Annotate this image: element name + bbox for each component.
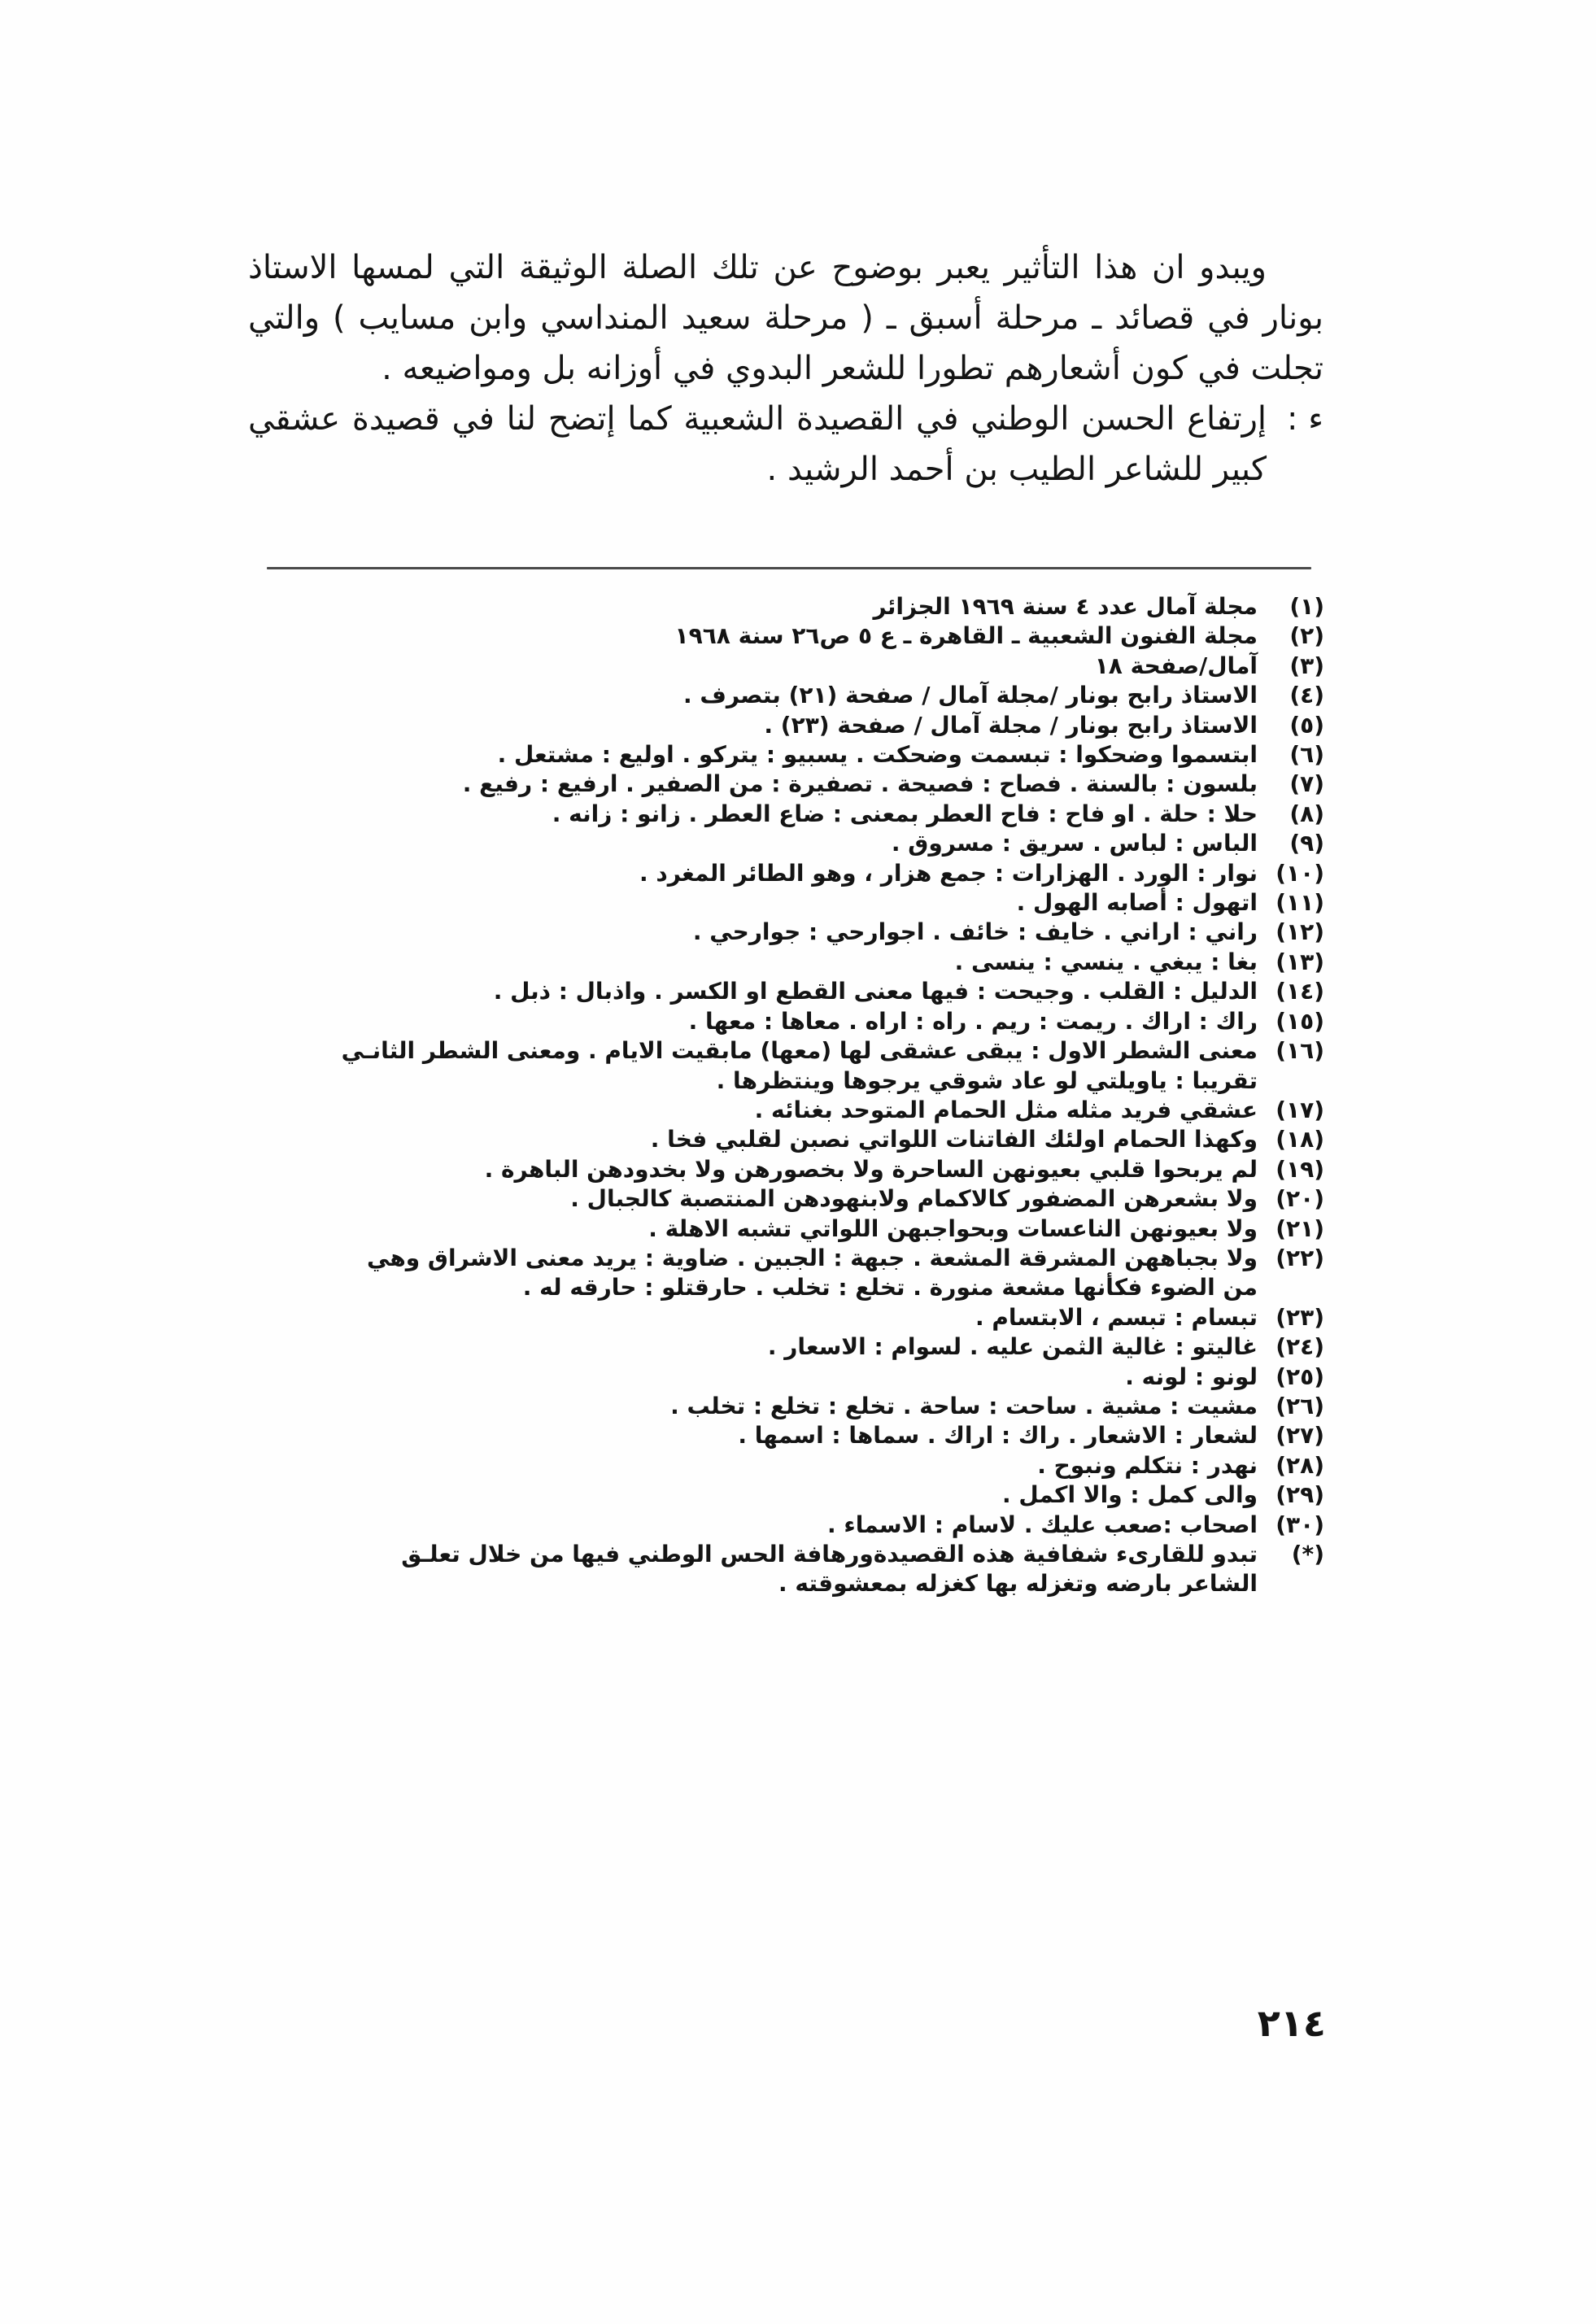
footnote-text [259, 1540, 1258, 1599]
footnote-number: (٢٢) [1275, 1244, 1324, 1271]
footnote-text [259, 1332, 1258, 1362]
footnote-line: معنى الشطر الاول : يبقى عشقى لها (معها) مابقيت الايام . ومعنى الشطر الثانـي [341, 1037, 1258, 1065]
footnote-25 [259, 1363, 1324, 1392]
footnote-20 [259, 1184, 1324, 1214]
footnote-line: الشاعر بارضه وتغزله بها كغزله بمعشوقته . [778, 1570, 1258, 1598]
footnote-13 [259, 948, 1324, 977]
footnote-27 [259, 1421, 1324, 1450]
footnote-number: (١) [1289, 593, 1324, 620]
footnote-8 [259, 800, 1324, 829]
footnote-text [259, 1480, 1258, 1510]
footnote-line: عشقي فريد مثله مثل الحمام المتوحد بغنائه . [754, 1096, 1258, 1123]
footnote-text [259, 740, 1258, 770]
footnote-number: (١٥) [1275, 1007, 1324, 1035]
footnote-number: (١٣) [1275, 948, 1324, 975]
footnote-text [259, 770, 1258, 799]
footnote-line: ولا بشعرهن المضفور كالاكمام ولابنهودهن المنتصبة كالجبال . [570, 1185, 1258, 1213]
footnote-text [259, 1214, 1258, 1244]
footnote-line: تبسام : تبسم ، الابتسام . [975, 1303, 1258, 1331]
footnote-line: نوار : الورد . الهزارات : جمع هزار ، وهو الطائر المغرد . [639, 859, 1258, 887]
footnote-number: (٢٨) [1275, 1451, 1324, 1479]
footnote-line: مشيت : مشية . ساحت : ساحة . تخلع : تخلع : تخلب . [670, 1392, 1258, 1419]
footnote-7 [259, 770, 1324, 799]
footnote-number: (١٢) [1275, 918, 1324, 946]
footnote-text [259, 592, 1258, 621]
footnote-line: بلسون : بالسنة . فصاح : فصيحة . تصفيرة : من الصفير . ارفيع : رفيع . [462, 770, 1258, 798]
footnote-number: (١٨) [1275, 1126, 1324, 1153]
footnote-number: (٢١) [1275, 1214, 1324, 1242]
footnote-text [259, 1155, 1258, 1184]
point-line: عشقي كبير للشاعر الطيب بن أحمد الرشيد . [248, 400, 1267, 488]
footnote-number: (٣٠) [1275, 1511, 1324, 1538]
footnote-number: (٢٠) [1275, 1185, 1324, 1213]
footnote-line: ابتسموا وضحكوا : تبسمت وضحكت . يسبيو : يتركو . اوليع : مشتعل . [497, 741, 1258, 769]
footnote-text [259, 1303, 1258, 1332]
footnote-19 [259, 1155, 1324, 1184]
footnote-number: (٢٩) [1275, 1481, 1324, 1509]
footnote-text [259, 918, 1258, 947]
footnote-line: ولا بجباههن المشرقة المشعة . جبهة : الجبين . ضاوية : يريد معنى الاشراق وهي [367, 1244, 1258, 1271]
footnote-separator-rule [267, 567, 1311, 569]
footnote-number: (١٤) [1275, 978, 1324, 1005]
footnote-11 [259, 888, 1324, 918]
footnote-number: (١٠) [1275, 859, 1324, 887]
footnote-line: وكهذا الحمام اولئك الفاتنات اللواتي نصبن لقلبي فخا . [650, 1126, 1258, 1153]
footnote-28 [259, 1451, 1324, 1480]
paragraph-line: وابن مسايب ) والتي تجلت في كون أشعارهم تطورا للشعر البدوي في [248, 299, 1323, 387]
footnote-number: (٥) [1289, 711, 1324, 739]
footnote-17 [259, 1096, 1324, 1125]
footnote-2 [259, 621, 1324, 651]
footnote-line: نهدر : نتكلم ونبوح . [1037, 1451, 1258, 1479]
paragraph-line: ويبدو ان هذا التأثير يعبر بوضوح عن تلك الصلة الوثيقة التي [448, 249, 1267, 286]
footnote-number: (٨) [1289, 800, 1324, 827]
footnote-29 [259, 1480, 1324, 1510]
footnote-text [259, 1096, 1258, 1125]
footnote-line: تقريبا : ياويلتي لو عاد شوقي يرجوها وينتظرها . [716, 1066, 1258, 1094]
footnote-text [259, 948, 1258, 977]
footnote-text [259, 711, 1258, 740]
main-body-text [248, 242, 1323, 495]
footnote-line: حلا : حلة . او فاح : فاح العطر بمعنى : ضاع العطر . زانو : زانه . [552, 800, 1258, 827]
footnote-number: (٩) [1289, 830, 1324, 857]
footnote-line: الاستاذ رابح بونار / مجلة آمال / صفحة (٢٣) . [764, 711, 1258, 739]
footnote-12 [259, 918, 1324, 947]
footnote-number: (٢٥) [1275, 1363, 1324, 1390]
footnote-text [259, 1007, 1258, 1036]
footnote-asterisk [259, 1540, 1324, 1599]
footnote-text [259, 1036, 1258, 1096]
footnote-15 [259, 1007, 1324, 1036]
paragraph-line: أوزانه بل ومواضيعه . [382, 350, 663, 387]
body-paragraph [248, 242, 1323, 394]
footnote-14 [259, 977, 1324, 1006]
footnote-5 [259, 711, 1324, 740]
footnote-number: (٢٤) [1275, 1333, 1324, 1361]
footnote-line: مجلة آمال عدد ٤ سنة ١٩٦٩ الجزائر [873, 593, 1258, 620]
footnote-number: (٣) [1289, 652, 1324, 679]
footnote-30 [259, 1511, 1324, 1540]
footnote-text [259, 621, 1258, 651]
footnote-number: (٢) [1289, 622, 1324, 650]
paragraph-line: لمسها الاستاذ بونار في قصائد ـ مرحلة أسبق ـ ( مرحلة سعيد المنداسي [248, 249, 1324, 337]
footnote-line: الاستاذ رابح بونار /مجلة آمال / صفحة (٢١) بتصرف . [682, 682, 1258, 709]
footnote-line: ولا بعيونهن الناعسات وبحواجبهن اللواتي تشبه الاهلة . [648, 1214, 1258, 1242]
footnote-line: الدليل : القلب . وجيحت : فيها معنى القطع او الكسر . واذبال : ذبل . [493, 978, 1258, 1005]
footnote-text [259, 1392, 1258, 1421]
footnote-6 [259, 740, 1324, 770]
lettered-point-hamza [248, 394, 1323, 495]
footnote-text [259, 1244, 1258, 1303]
footnote-line: مجلة الفنون الشعبية ـ القاهرة ـ ع ٥ ص٢٦ سنة ١٩٦٨ [674, 622, 1258, 650]
footnote-text [259, 829, 1258, 858]
point-line: إرتفاع الحسن الوطني في القصيدة الشعبية كما إتضح لنا في قصيدة [351, 400, 1267, 438]
footnote-number: (٧) [1289, 770, 1324, 798]
footnote-23 [259, 1303, 1324, 1332]
point-content [248, 394, 1267, 495]
footnote-text [259, 1184, 1258, 1214]
footnote-number: (٢٦) [1275, 1392, 1324, 1419]
footnote-9 [259, 829, 1324, 858]
footnote-line: الباس : لباس . سريق : مسروق . [891, 830, 1258, 857]
footnote-text [259, 859, 1258, 888]
footnote-text [259, 1451, 1258, 1480]
footnote-text [259, 1421, 1258, 1450]
footnote-18 [259, 1125, 1324, 1154]
footnote-line: والى كمل : والا اكمل . [1002, 1481, 1258, 1509]
footnote-line: راني : اراني . خايف : خائف . اجوارحي : جوارحي . [692, 918, 1258, 946]
footnote-4 [259, 681, 1324, 710]
footnote-text [259, 1511, 1258, 1540]
footnote-line: اتهول : أصابه الهول . [1016, 889, 1258, 917]
footnote-16 [259, 1036, 1324, 1096]
footnote-number: (١٦) [1275, 1037, 1324, 1065]
footnote-number: (١٩) [1275, 1155, 1324, 1183]
footnote-line: غاليتو : غالية الثمن عليه . لسوام : الاسعار . [767, 1333, 1258, 1361]
footnote-24 [259, 1332, 1324, 1362]
footnote-1 [259, 592, 1324, 621]
footnotes-list [259, 592, 1324, 1599]
footnote-text [259, 681, 1258, 710]
footnote-line: اصحاب :صعب عليك . لاسام : الاسماء . [827, 1511, 1258, 1538]
footnote-number: (٢٧) [1275, 1422, 1324, 1450]
footnote-21 [259, 1214, 1324, 1244]
point-marker: ء : [1287, 400, 1323, 438]
footnote-number: (٤) [1289, 682, 1324, 709]
footnote-line: لم يربحوا قلبي بعيونهن الساحرة ولا بخصورهن ولا بخدودهن الباهرة . [484, 1155, 1258, 1183]
footnote-22 [259, 1244, 1324, 1303]
footnote-text [259, 652, 1258, 681]
footnote-text [259, 977, 1258, 1006]
footnote-line: راك : اراك . ريمت : ريم . راه : اراه . معاها : معها . [688, 1007, 1258, 1035]
footnote-line: لشعار : الاشعار . راك : اراك . سماها : اسمها . [738, 1422, 1258, 1450]
footnote-number: (٦) [1289, 741, 1324, 769]
footnote-line: بغا : يبغي . ينسي : ينسى . [954, 948, 1258, 975]
footnote-number: (١٧) [1275, 1096, 1324, 1123]
footnote-26 [259, 1392, 1324, 1421]
footnote-line: لونو : لونه . [1125, 1363, 1258, 1390]
footnote-3 [259, 652, 1324, 681]
footnote-line: تبدو للقارىء شفافية هذه القصيدةورهافة الحس الوطني فيها من خلال تعلـق [401, 1541, 1258, 1568]
footnote-10 [259, 859, 1324, 888]
footnote-number: (٢٣) [1275, 1303, 1324, 1331]
page-number: ٢١٤ [1257, 2001, 1326, 2045]
footnote-line: آمال/صفحة ١٨ [1094, 652, 1258, 679]
footnote-text [259, 888, 1258, 918]
footnote-number: (*) [1291, 1541, 1324, 1568]
footnote-line: من الضوء فكأنها مشعة منورة . تخلع : تخلب . حارقتلو : حارقه له . [522, 1274, 1258, 1302]
footnote-text [259, 1363, 1258, 1392]
footnote-text [259, 1125, 1258, 1154]
footnote-number: (١١) [1275, 889, 1324, 917]
footnote-text [259, 800, 1258, 829]
